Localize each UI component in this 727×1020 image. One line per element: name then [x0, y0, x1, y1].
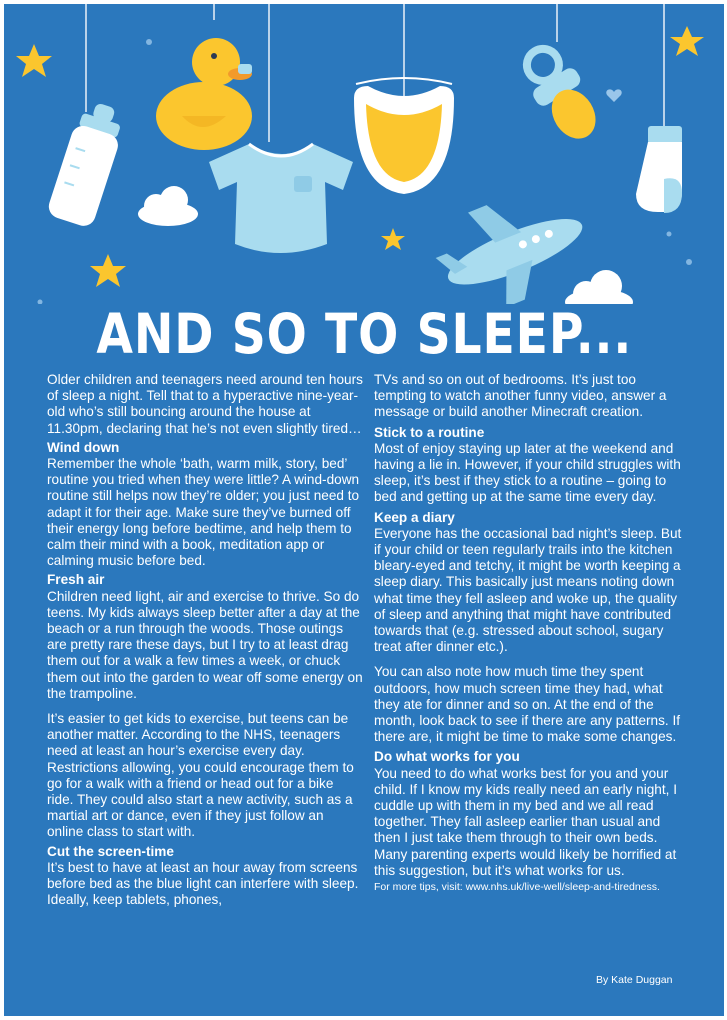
sock-icon — [636, 126, 682, 213]
section-heading: Do what works for you — [374, 749, 520, 765]
star-icon — [670, 26, 704, 56]
section-paragraph: You need to do what works best for you and your child. If I know my kids really need an early night, I cuddle up with them in my bed and we all read together. They fall asleep earlier than usual and then I just take them through to their own beds. Many parenting experts would likely be horrified at this suggestion, but it’s what works for us. — [374, 765, 677, 878]
more-tips-note: For more tips, visit: www.nhs.uk/live-well/sleep-and-tiredness. — [374, 881, 660, 894]
pacifier-icon — [513, 38, 608, 149]
section-heading: Cut the screen-time — [47, 843, 174, 859]
section-paragraph: Everyone has the occasional bad night’s sleep. But if your child or teen regularly trails into the kitchen bleary-eyed and tetchy, it might be worth keeping a sleep diary. This basically just means noting down what time they fell asleep and woke up, the quality of sleep and anything that might have contributed towards that (e.g. stressed about school, sugary treat after dinner etc.). — [374, 525, 682, 655]
author-byline: By Kate Duggan — [596, 974, 673, 986]
bodysuit-icon — [209, 144, 353, 253]
star-icon — [381, 228, 405, 250]
nursery-mobile-illustration — [4, 4, 724, 304]
intro-paragraph: Older children and teenagers need around ten hours of sleep a night. Tell that to a hyperactive nine-year-old who’s still bouncing around the house at 11.30pm, declaring that he’s not even slightly tired… — [47, 372, 363, 436]
left-column — [47, 372, 363, 909]
article-title: AND SO TO SLEEP... — [96, 302, 633, 366]
duck-icon — [156, 38, 252, 150]
cloud-icon — [565, 270, 633, 304]
heart-icon — [606, 89, 621, 102]
star-icon — [16, 44, 52, 77]
section-paragraph: You can also note how much time they spent outdoors, how much screen time they had, what they ate for dinner and so on. At the end of the month, look back to see if there are any patterns. If there are, it might be time to make some changes. — [374, 664, 681, 745]
bottle-icon — [46, 98, 129, 229]
airplane-icon — [424, 175, 599, 304]
section-heading: Wind down — [47, 439, 120, 455]
section-paragraph: Remember the whole ‘bath, warm milk, story, bed’ routine you tried when they were little? A wind-down routine still helps now they’re older; you just need to adapt it for their age. Make sure they’ve burned off their energy long before bedtime, and help them to calm their mind with a book, meditation app or calming music before bed. — [47, 456, 360, 569]
section-paragraph: Children need light, air and exercise to thrive. So do teens. My kids always sleep better after a day at the beach or a run through the woods. Those outings are pretty rare these days, but I try to at least drag them out for a walk a few times a week, or chuck them out into the garden to wear off some energy on the trampoline. — [47, 588, 363, 701]
cloud-icon — [138, 186, 198, 226]
star-icon — [90, 254, 126, 287]
section-heading: Fresh air — [47, 572, 105, 588]
article-page — [4, 4, 724, 1016]
section-paragraph: It’s best to have at least an hour away from screens before bed as the blue light can interfere with sleep. Ideally, keep tablets, phones, — [47, 859, 359, 908]
section-paragraph: TVs and so on out of bedrooms. It’s just too tempting to watch another funny video, answer a message or build another Minecraft creation. — [374, 372, 667, 420]
right-column — [374, 372, 690, 894]
section-heading: Keep a diary — [374, 509, 455, 525]
section-paragraph: Most of enjoy staying up later at the weekend and having a lie in. However, if your child struggles with sleep, it’s best if they stick to a routine – going to bed and getting up at the same time every day. — [374, 440, 681, 505]
section-paragraph: It’s easier to get kids to exercise, but teens can be another matter. According to the NHS, teenagers need at least an hour’s exercise every day. Restrictions allowing, you could encourage them to go for a walk with a friend or head out for a bike ride. They could also start a new activity, such as a martial art or dance, even if they just follow an online class to start with. — [47, 711, 354, 840]
section-heading: Stick to a routine — [374, 424, 485, 440]
